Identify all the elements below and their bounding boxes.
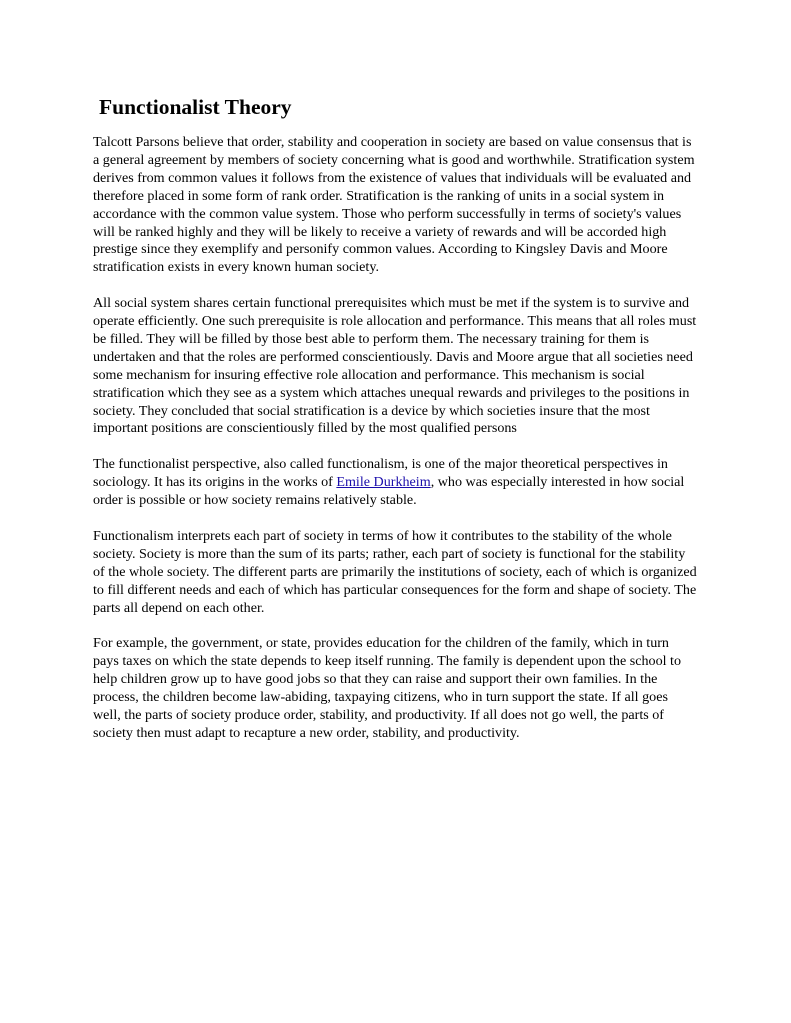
document-page — [93, 92, 697, 761]
emile-durkheim-link[interactable]: Emile Durkheim — [336, 474, 431, 491]
paragraph-parsons: Talcott Parsons believe that order, stability and cooperation in society are based on value consensus that is a general agreement by members of society concerning what is good and worthwhile. Stratification system derives from common values it follows from the existence of values that individuals will be evaluated and therefore placed in some form of rank order. Stratification is the ranking of units in a social system in accordance with the common value system. Those who perform successfully in terms of society's values will be ranked highly and they will be likely to receive a variety of rewards and will be accorded high prestige since they exemplify and personify common values. According to Kingsley Davis and Moore stratification exists in every known human society. — [93, 134, 695, 276]
paragraph-functional-prerequisites: All social system shares certain functional prerequisites which must be met if the system is to survive and operate efficiently. One such prerequisite is role allocation and performance. This means that all roles must be filled. They will be filled by those best able to perform them. The necessary training for them is undertaken and that the roles are performed conscientiously. Davis and Moore argue that all societies need some mechanism for insuring effective role allocation and performance. This mechanism is social stratification which they see as a system which attaches unequal rewards and privileges to the positions in society. They concluded that social stratification is a device by which societies insure that the most important positions are conscientiously filled by the most qualified persons — [93, 295, 697, 437]
paragraph-example: For example, the government, or state, provides education for the children of the family, which in turn pays taxes on which the state depends to keep itself running. The family is dependent upon the school to help children grow up to have good jobs so that they can raise and support their own families. In the process, the children become law-abiding, taxpaying citizens, who in turn support the state. If all goes well, the parts of society produce order, stability, and productivity. If all does not go well, the parts of society then must adapt to recapture a new order, stability, and productivity. — [93, 635, 682, 741]
paragraph-text-before-link: The functionalist perspective, also called functionalism, is one of the major theoretical perspectives in sociology. It has its origins in the works of — [93, 456, 668, 491]
paragraph-functionalism-interprets: Functionalism interprets each part of society in terms of how it contributes to the stability of the whole society. Society is more than the sum of its parts; rather, each part of society is functional for the stability of the whole society. The different parts are primarily the institutions of society, each of which is organized to fill different needs and each of which has particular consequences for the form and shape of society. The parts all depend on each other. — [93, 527, 697, 616]
paragraph-functionalist-perspective — [93, 456, 697, 510]
page-title: Functionalist Theory — [99, 95, 292, 119]
paragraph-text-after-link: , who was especially interested in how social order is possible or how society remains relatively stable. — [93, 474, 685, 509]
